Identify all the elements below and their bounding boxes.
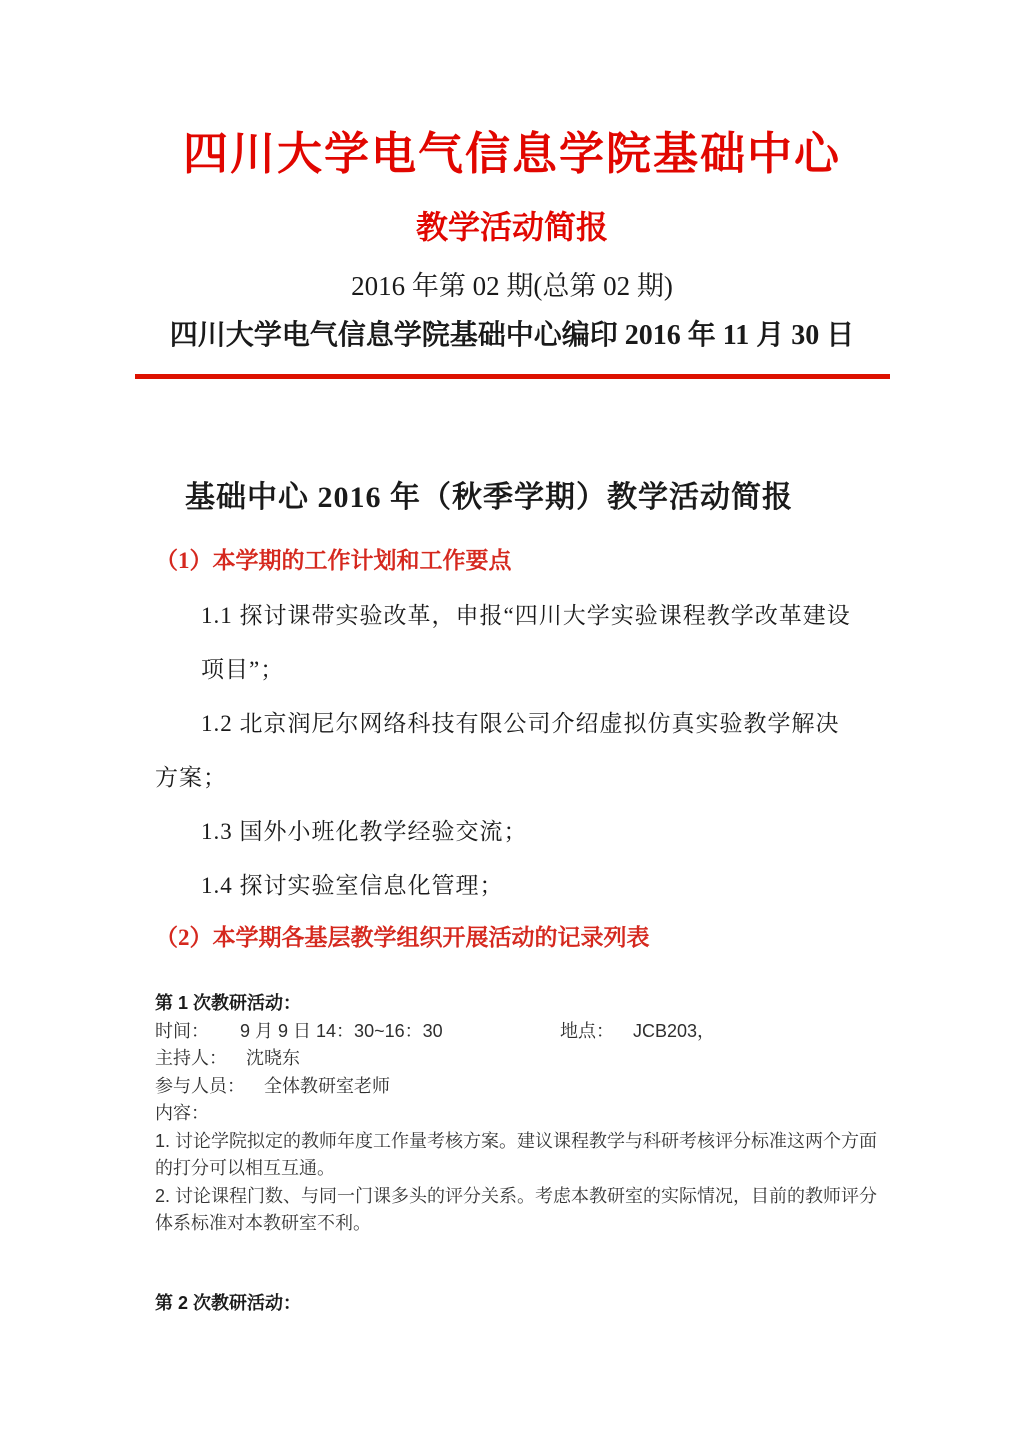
part1-heading: （1）本学期的工作计划和工作要点 <box>155 548 512 574</box>
time-field <box>155 1018 560 1046</box>
participants-row <box>155 1073 905 1101</box>
time-value: 9 月 9 日 14：30~16：30 <box>240 1020 443 1041</box>
content-item-2: 2. 讨论课程门数、与同一门课多头的评分关系。考虑本教研室的实际情况，目前的教师评分体系标准对本教研室不利。 <box>155 1185 878 1234</box>
plan-item-1-4: 1.4 探讨实验室信息化管理； <box>201 873 504 899</box>
host-value: 沈晓东 <box>246 1048 301 1069</box>
time-label: 时间： <box>155 1020 209 1041</box>
issue-line: 2016 年第 02 期(总第 02 期) <box>351 271 673 302</box>
activity-1-title: 第 1 次教研活动： <box>155 993 302 1014</box>
plan-item-1-1-line-2: 项目”； <box>201 657 285 683</box>
participants-label: 参与人员： <box>155 1075 245 1096</box>
location-label: 地点： <box>560 1020 614 1041</box>
plan-item-1-3: 1.3 国外小班化教学经验交流； <box>201 819 528 845</box>
location-value: JCB203， <box>633 1020 716 1041</box>
part2-heading: （2）本学期各基层教学组织开展活动的记录列表 <box>155 925 650 951</box>
time-location-row <box>155 1018 905 1046</box>
document-header <box>0 126 1024 379</box>
document-subtitle: 教学活动简报 <box>415 209 608 246</box>
content-label: 内容： <box>155 1103 209 1124</box>
red-divider-rule <box>135 374 890 379</box>
content-item-1: 1. 讨论学院拟定的教师年度工作量考核方案。建议课程教学与科研考核评分标准这两个方面的打分可以相互互通。 <box>155 1130 878 1179</box>
content-row <box>155 1100 905 1128</box>
report-title: 基础中心 2016 年（秋季学期）教学活动简报 <box>185 481 793 515</box>
location-field <box>560 1018 715 1046</box>
host-label: 主持人： <box>155 1048 227 1069</box>
plan-item-1-2-line-1: 1.2 北京润尼尔网络科技有限公司介绍虚拟仿真实验教学解决 <box>201 711 840 737</box>
host-field <box>155 1045 300 1073</box>
activity-2-title: 第 2 次教研活动： <box>155 1292 302 1313</box>
document-title: 四川大学电气信息学院基础中心 <box>182 129 841 179</box>
publisher-line: 四川大学电气信息学院基础中心编印 2016 年 11 月 30 日 <box>169 320 855 352</box>
document-body <box>0 479 1024 1317</box>
activity-1-record <box>155 990 905 1238</box>
plan-item-1-2-line-2: 方案； <box>155 765 227 791</box>
host-row <box>155 1045 905 1073</box>
plan-item-1-1-line-1: 1.1 探讨课带实验改革，申报“四川大学实验课程教学改革建设 <box>201 603 851 629</box>
participants-value: 全体教研室老师 <box>264 1075 391 1096</box>
participants-field <box>155 1073 390 1101</box>
